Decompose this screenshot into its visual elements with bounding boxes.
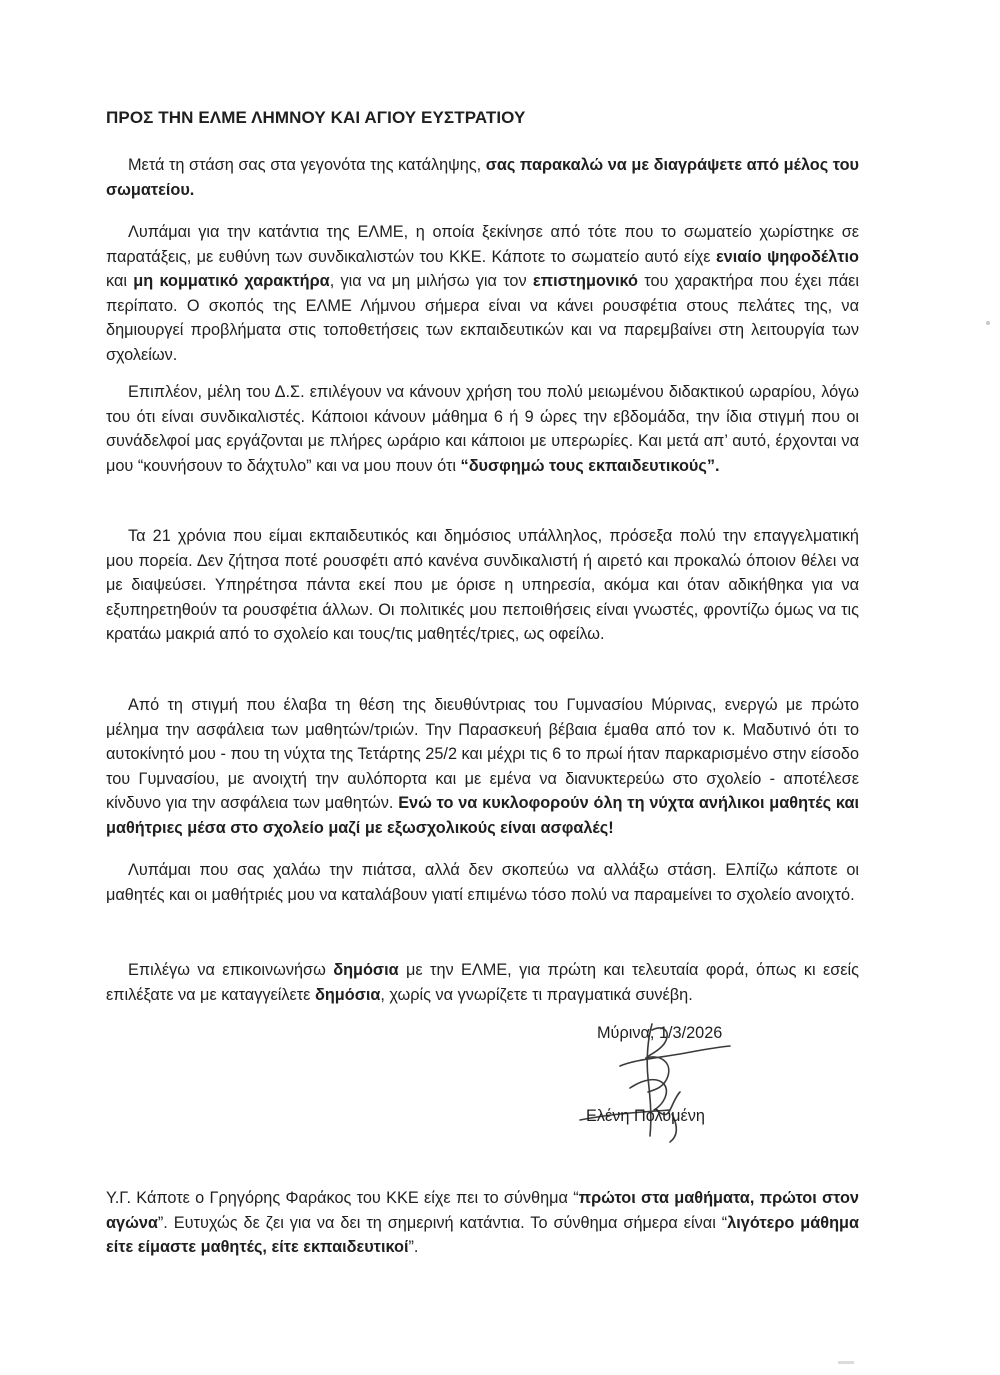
ps-bold-1: πρώτοι στα μαθήματα, πρώτοι στον αγώνα: [106, 1189, 859, 1232]
p5-text: Από τη στιγμή που έλαβα τη θέση της διευθύντριας του Γυμνασίου Μύρινας, ενεργώ με πρώτο μέλημα την ασφάλεια των μαθητών/τριών. Την Παρασκευή βέβαια έμαθα από τον κ. Μαδυτινό ότι το αυτοκίνητό μου - που τη νύχτα της Τετάρτης 25/2 και μέχρι τις 6 το πρωί ήταν παρκαρισμένο στην είσοδο του Γυμνασίου, με ανοιχτή την αυλόπορτα και με εμένα να διανυκτερεύω στο σχολείο - αποτέλεσε κίνδυνο για την ασφάλεια των μαθητών.: [106, 696, 859, 812]
p2-bold-3: επιστημονικό: [532, 272, 638, 290]
p1-text: Μετά τη στάση σας στα γεγονότα της κατάληψης,: [128, 156, 486, 174]
p5-bold: Ενώ το να κυκλοφορούν όλη τη νύχτα ανήλικοι μαθητές και μαθήτριες μέσα στο σχολείο μαζί με εξωσχολικούς είναι ασφαλές!: [106, 794, 859, 837]
p7-bold-1: δημόσια: [333, 961, 399, 979]
scan-mark: [838, 1361, 854, 1364]
postscript: [106, 1186, 859, 1260]
ps-text-3: ”.: [408, 1238, 419, 1256]
p2-text-1: Λυπάμαι για την κατάντια της ΕΛΜΕ, η οποία ξεκίνησε από τότε που το σωματείο χωρίστηκε σε παρατάξεις, με ευθύνη των συνδικαλιστών του ΚΚΕ. Κάποτε το σωματείο αυτό είχε: [106, 223, 859, 266]
ps-text-2: ”. Ευτυχώς δε ζει για να δει τη σημερινή κατάντια. Το σύνθημα σήμερα είναι “: [157, 1213, 728, 1232]
paragraph-5: [106, 693, 859, 840]
p6-text: Λυπάμαι που σας χαλάω την πιάτσα, αλλά δεν σκοπεύω να αλλάξω στάση. Ελπίζω κάποτε οι μαθητές και οι μαθήτριές μου να καταλάβουν γιατί επιμένω τόσο πολύ να παραμείνει το σχολείο ανοιχτό.: [106, 861, 859, 904]
signer-name: Ελένη Πολυμένη: [586, 1107, 705, 1125]
handwritten-signature: [560, 1018, 740, 1148]
paragraph-7: [106, 958, 859, 1007]
p7-text-1: Επιλέγω να επικοινωνήσω: [128, 961, 334, 979]
p2-text-3: , για να μη μιλήσω για τον: [329, 272, 533, 290]
letter-title: ΠΡΟΣ ΤΗΝ ΕΛΜΕ ΛΗΜΝΟΥ ΚΑΙ ΑΓΙΟΥ ΕΥΣΤΡΑΤΙΟΥ: [106, 108, 526, 127]
paragraph-6: [106, 858, 859, 907]
scan-speck: [986, 321, 990, 325]
p7-text-3: , χωρίς να γνωρίζετε τι πραγματικά συνέβη.: [380, 985, 693, 1004]
paragraph-4: [106, 524, 859, 647]
p2-text-4: του χαρακτήρα που έχει πάει περίπατο. Ο σκοπός της ΕΛΜΕ Λήμνου σήμερα είναι να κάνει ρουσφέτια στους πελάτες της, να δημιουργεί προβλήματα στις τοποθετήσεις των εκπαιδευτικών και να παρεμβαίνει στη λειτουργία των σχολείων.: [106, 272, 859, 364]
p3-bold: “δυσφημώ τους εκπαιδευτικούς”.: [460, 456, 720, 475]
paragraph-2: [106, 220, 859, 367]
p1-bold: σας παρακαλώ να με διαγράψετε από μέλος του σωματείου.: [106, 156, 860, 199]
ps-text-1: Υ.Γ. Κάποτε ο Γρηγόρης Φαράκος του ΚΚΕ είχε πει το σύνθημα “: [106, 1189, 579, 1207]
paragraph-1: [106, 153, 859, 202]
place-date: Μύρινα, 1/3/2026: [597, 1024, 723, 1042]
p2-bold-2: μη κομματικό χαρακτήρα: [133, 272, 330, 290]
p3-text: Επιπλέον, μέλη του Δ.Σ. επιλέγουν να κάνουν χρήση του πολύ μειωμένου διδακτικού ωραρίου, λόγω του ότι είναι συνδικαλιστές. Κάποιοι κάνουν μάθημα 6 ή 9 ώρες την εβδομάδα, την ίδια στιγμή που οι συνάδελφοί μας εργάζονται με πλήρες ωράριο και κάποιοι με υπερωρίες. Και μετά απ’ αυτό, έρχονται να μου “κουνήσουν το δάχτυλο” και να μου πουν ότι: [106, 383, 859, 475]
paragraph-3: [106, 380, 859, 478]
p7-text-2: με την ΕΛΜΕ, για πρώτη και τελευταία φορά, όπως κι εσείς επιλέξατε να με καταγγείλετε: [106, 961, 859, 1004]
p2-bold-1: ενιαίο ψηφοδέλτιο: [715, 247, 859, 266]
p7-bold-2: δημόσια: [314, 985, 381, 1004]
p2-text-2: και: [106, 272, 134, 290]
p4-text: Τα 21 χρόνια που είμαι εκπαιδευτικός και δημόσιος υπάλληλος, πρόσεξα πολύ την επαγγελματική μου πορεία. Δεν ζήτησα ποτέ ρουσφέτι από κανένα συνδικαλιστή ή αιρετό και προκαλώ όποιον θέλει να με διαψεύσει. Υπηρέτησα πάντα εκεί που με όρισε η υπηρεσία, ακόμα και όταν αδικήθηκα για να εξυπηρετηθούν τα ρουσφέτια άλλων. Οι πολιτικές μου πεποιθήσεις είναι γνωστές, φροντίζω όμως να τις κρατάω μακριά από το σχολείο και τους/τις μαθητές/τριες, ως οφείλω.: [106, 527, 859, 643]
ps-bold-2: λιγότερο μάθημα είτε είμαστε μαθητές, είτε εκπαιδευτικοί: [106, 1213, 859, 1256]
